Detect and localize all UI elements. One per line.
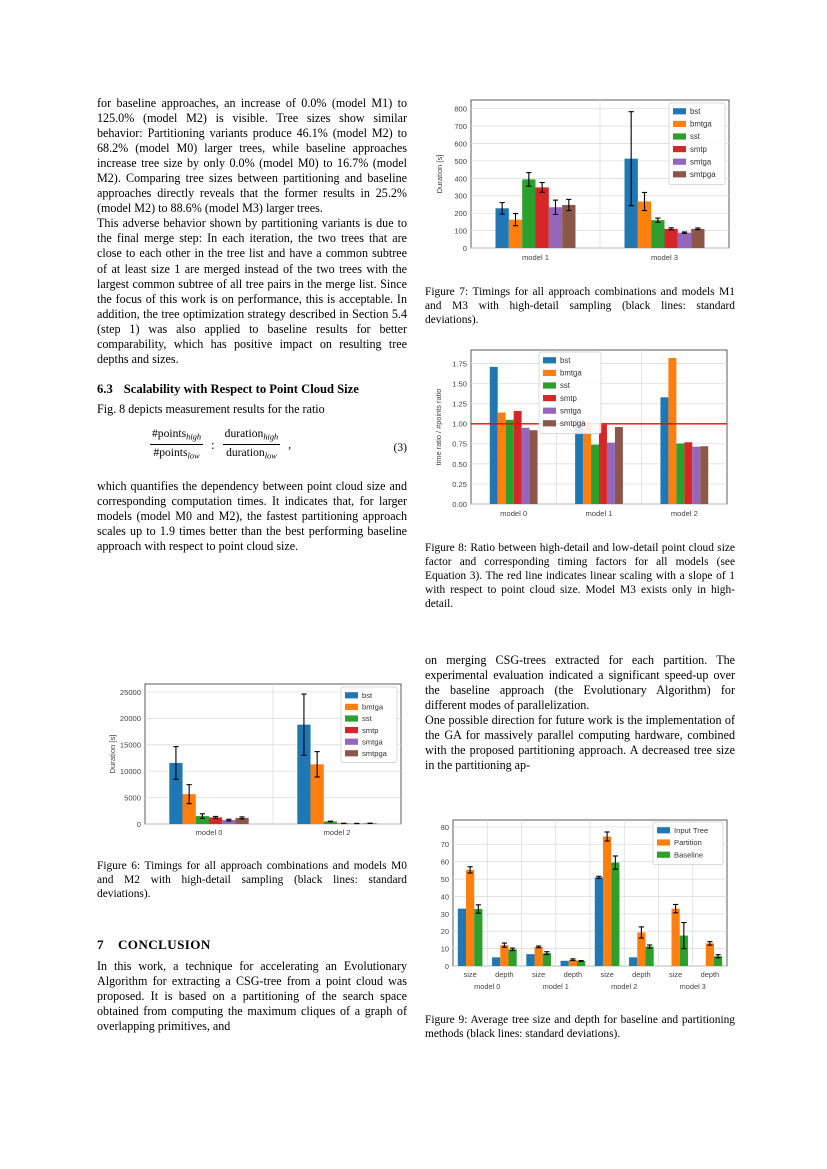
legend-label: bmtga	[362, 702, 384, 712]
svg-text:1.25: 1.25	[452, 399, 467, 409]
legend-label: sst	[362, 714, 372, 724]
bar	[692, 447, 700, 504]
svg-text:model 1: model 1	[585, 509, 613, 518]
bar	[458, 909, 466, 966]
section-number: 6.3	[97, 381, 113, 396]
svg-text:time ratio / #points ratio: time ratio / #points ratio	[434, 388, 443, 466]
svg-text:0.75: 0.75	[452, 439, 467, 449]
legend-label: Partition	[674, 838, 702, 848]
legend-label: bmtga	[560, 368, 582, 378]
bar	[466, 870, 474, 966]
legend-label: smtp	[690, 144, 707, 154]
bar	[676, 443, 684, 504]
legend-swatch	[345, 692, 358, 698]
legend-swatch	[673, 108, 686, 114]
section-title: Scalability with Respect to Point Cloud Size	[123, 381, 359, 396]
svg-text:500: 500	[454, 156, 467, 166]
legend-label: bst	[690, 107, 701, 116]
bar	[506, 420, 514, 504]
figure-9	[425, 812, 735, 1004]
bar	[706, 943, 714, 966]
bar	[492, 957, 500, 966]
bar	[660, 397, 668, 504]
figure-7	[425, 92, 735, 274]
svg-text:300: 300	[454, 191, 467, 201]
svg-text:25000: 25000	[119, 687, 141, 697]
svg-text:0.25: 0.25	[452, 479, 467, 489]
svg-text:1.00: 1.00	[452, 419, 467, 429]
bar	[498, 413, 506, 504]
svg-text:800: 800	[454, 104, 467, 114]
bar	[611, 863, 619, 966]
bar	[530, 430, 538, 504]
svg-text:30: 30	[440, 909, 449, 919]
figure-6-chart	[97, 676, 407, 848]
svg-text:model 2: model 2	[611, 982, 638, 991]
svg-text:100: 100	[454, 226, 467, 236]
svg-text:model 1: model 1	[542, 982, 569, 991]
figure-8-caption: Figure 8: Ratio between high-detail and low-detail point cloud size factor and corresponding timing factors for all models (see Equation 3). The red line indicates linear scaling with a slope of 1 with respect to point cloud size. Model M3 exists only in high-detail.	[425, 542, 735, 611]
bar	[535, 947, 543, 966]
legend-swatch	[673, 171, 686, 177]
svg-text:depth: depth	[563, 970, 583, 979]
right-column-text	[425, 653, 735, 773]
bar	[603, 837, 611, 966]
svg-text:60: 60	[440, 857, 449, 867]
svg-text:70: 70	[440, 840, 449, 850]
legend-label: bmtga	[690, 119, 712, 129]
bar	[526, 954, 534, 966]
legend-label: smtga	[362, 737, 383, 747]
legend-swatch	[543, 408, 556, 414]
svg-text:40: 40	[440, 892, 449, 902]
legend-label: smtga	[690, 157, 712, 167]
figure-6	[97, 676, 407, 848]
legend-label: smtga	[560, 406, 582, 416]
svg-text:10: 10	[440, 944, 449, 954]
bar	[514, 411, 522, 504]
right-paragraph-1: on merging CSG-trees extracted for each partition. The experimental evaluation indicated a significant speed-up over the baseline approach (the Evolutionary Algorithm) for different modes of parallelization.	[425, 653, 735, 713]
bar	[651, 220, 664, 248]
bar	[474, 909, 482, 966]
bar	[700, 446, 708, 504]
svg-text:size: size	[463, 970, 477, 979]
bar	[672, 909, 680, 966]
paragraph-2: This adverse behavior shown by partitioning variants is due to the final merge step: In each iteration, the two trees that are close to each other in the tree list and have a common subtree of at least size 1 are merged instead of the two trees with the largest common subtree of all tree pairs in the merge list. Since the focus of this work is on performance, this is acceptable. In addition, the tree optimization strategy described in Section 5.4 (step 1) was also applied to baseline results for better comparability, which has positive impact on resulting tree depths and sizes.	[97, 216, 407, 366]
legend-swatch	[345, 727, 358, 733]
svg-text:200: 200	[454, 209, 467, 219]
ratio-separator: :	[211, 437, 215, 453]
bar	[665, 229, 678, 248]
svg-text:model 0: model 0	[195, 828, 223, 837]
equation-number: (3)	[393, 441, 407, 455]
section-heading-7	[97, 937, 407, 953]
legend-label: bst	[362, 691, 373, 700]
legend-swatch	[345, 715, 358, 721]
points-high: #points$_{high}$	[152, 427, 202, 442]
section-title: CONCLUSION	[117, 937, 211, 952]
svg-text:Duration [s]: Duration [s]	[435, 154, 444, 194]
legend-swatch	[673, 146, 686, 152]
svg-text:20: 20	[440, 927, 449, 937]
svg-text:model 2: model 2	[323, 828, 351, 837]
legend-swatch	[543, 382, 556, 388]
svg-text:1.50: 1.50	[452, 379, 467, 389]
points-low: #points$_{low}$	[150, 444, 202, 459]
left-column-tail	[97, 915, 407, 1034]
bar	[591, 445, 599, 504]
legend-label: smtp	[362, 725, 379, 735]
svg-text:depth: depth	[700, 970, 720, 979]
bar	[490, 367, 498, 504]
legend-label: smtpga	[560, 419, 586, 428]
equation-body	[149, 426, 291, 463]
bar	[562, 205, 575, 248]
legend-swatch	[543, 395, 556, 401]
figure-8-chart	[425, 342, 735, 530]
bar	[561, 961, 569, 966]
paragraph-5: In this work, a technique for accelerating an Evolutionary Algorithm for extracting a CSG-tree from a point cloud was proposed. It is based on a partitioning of the search space obtained from computing the maximum cliques of a graph of overlapping primitives, and	[97, 959, 407, 1034]
legend-swatch	[673, 133, 686, 139]
figure-6-caption-block	[97, 852, 407, 901]
svg-text:1.75: 1.75	[452, 359, 467, 369]
bar	[595, 877, 603, 966]
paragraph-1: for baseline approaches, an increase of 0.0% (model M1) to 125.0% (model M2) is visible. Tree sizes show similar behavior: Partitioning variants produce 46.1% (model M2) to 68.2% (model M0) larger trees, while baseline approaches increase tree size by only 0.0% (model M0) to 16.7% (model M2). Comparing tree sizes between partitioning and baseline approaches directly reveals that the former results in 25.2% (model M2) to 88.6% (model M3) larger trees.	[97, 96, 407, 216]
legend-swatch	[345, 750, 358, 756]
duration-high: duration$_{high}$	[224, 427, 279, 442]
bar	[668, 358, 676, 504]
legend-swatch	[673, 121, 686, 127]
legend-swatch	[543, 370, 556, 376]
legend-swatch	[345, 739, 358, 745]
svg-text:model 1: model 1	[521, 253, 550, 262]
svg-text:size: size	[532, 970, 546, 979]
svg-text:400: 400	[454, 174, 467, 184]
figure-7-caption-block	[425, 278, 735, 327]
legend-label: sst	[560, 381, 570, 391]
legend-swatch	[657, 852, 670, 858]
legend-swatch	[657, 827, 670, 833]
equation-trailing-comma: ,	[288, 438, 292, 452]
svg-text:5000: 5000	[124, 793, 141, 803]
svg-text:0.00: 0.00	[452, 499, 467, 509]
svg-text:600: 600	[454, 139, 467, 149]
bar	[684, 442, 692, 504]
svg-text:10000: 10000	[119, 767, 141, 777]
svg-text:15000: 15000	[119, 740, 141, 750]
bar	[522, 428, 530, 504]
svg-text:depth: depth	[632, 970, 651, 979]
bar	[607, 443, 615, 504]
left-column	[97, 96, 407, 555]
svg-text:0: 0	[136, 819, 141, 829]
svg-text:model 0: model 0	[500, 509, 528, 518]
bar	[678, 233, 691, 248]
bar	[615, 427, 623, 504]
figure-9-caption-block	[425, 1006, 735, 1041]
legend-label: smtpga	[690, 170, 716, 179]
legend-label: Input Tree	[674, 826, 709, 835]
figure-7-caption: Figure 7: Timings for all approach combinations and models M1 and M3 with high-detail sampling (black lines: standard deviations).	[425, 286, 735, 327]
svg-text:700: 700	[454, 122, 467, 132]
legend-label: smtpga	[362, 749, 387, 758]
svg-text:model 0: model 0	[474, 982, 501, 991]
svg-text:Duration [s]: Duration [s]	[108, 734, 117, 774]
legend-swatch	[673, 159, 686, 165]
svg-text:size: size	[669, 970, 683, 979]
legend-swatch	[657, 839, 670, 845]
svg-text:0: 0	[444, 961, 449, 971]
svg-text:0.50: 0.50	[452, 459, 467, 469]
bar	[691, 229, 704, 248]
svg-text:size: size	[600, 970, 614, 979]
bar	[522, 179, 535, 248]
bar	[645, 947, 653, 966]
legend-label: Baseline	[674, 850, 704, 860]
figure-7-chart	[425, 92, 735, 274]
svg-text:model 2: model 2	[670, 509, 698, 518]
figure-8	[425, 342, 735, 530]
points-ratio-fraction	[149, 426, 204, 463]
svg-text:0: 0	[462, 243, 467, 253]
legend-swatch	[345, 704, 358, 710]
bar	[583, 422, 591, 504]
right-paragraph-2: One possible direction for future work is the implementation of the GA for massively parallel computing hardware, combined with the proposed partitioning approach. A decreased tree size in the partitioning ap-	[425, 713, 735, 773]
duration-low: duration$_{low}$	[223, 444, 280, 459]
legend-label: bst	[560, 356, 571, 365]
figure-9-caption: Figure 9: Average tree size and depth for baseline and partitioning methods (black lines: standard deviations).	[425, 1014, 735, 1041]
legend-swatch	[543, 420, 556, 426]
legend-label: sst	[690, 132, 700, 142]
bar	[536, 187, 549, 248]
svg-text:model 3: model 3	[679, 982, 706, 991]
duration-ratio-fraction	[222, 426, 282, 463]
svg-text:model 3: model 3	[650, 253, 679, 262]
svg-text:20000: 20000	[119, 714, 141, 724]
paragraph-4: which quantifies the dependency between point cloud size and corresponding computation times. It indicates that, for larger models (model M0 and M2), the fastest partitioning approach scales up to 1.9 times better than the best performing baseline approach with respect to point cloud size.	[97, 479, 407, 554]
svg-text:50: 50	[440, 874, 449, 884]
legend-swatch	[543, 357, 556, 363]
equation-3	[97, 426, 407, 470]
bar	[500, 945, 508, 966]
figure-9-chart	[425, 812, 735, 1004]
section-number: 7	[97, 937, 104, 952]
figure-6-caption: Figure 6: Timings for all approach combinations and models M0 and M2 with high-detail sampling (black lines: standard deviations).	[97, 860, 407, 901]
svg-text:80: 80	[440, 822, 449, 832]
legend-label: smtp	[560, 393, 577, 403]
svg-text:depth: depth	[495, 970, 514, 979]
figure-8-caption-block	[425, 534, 735, 611]
section-heading-6-3	[97, 382, 407, 397]
bar	[629, 957, 637, 966]
paragraph-3: Fig. 8 depicts measurement results for the ratio	[97, 402, 325, 417]
bar	[599, 425, 607, 504]
bar	[508, 949, 516, 966]
